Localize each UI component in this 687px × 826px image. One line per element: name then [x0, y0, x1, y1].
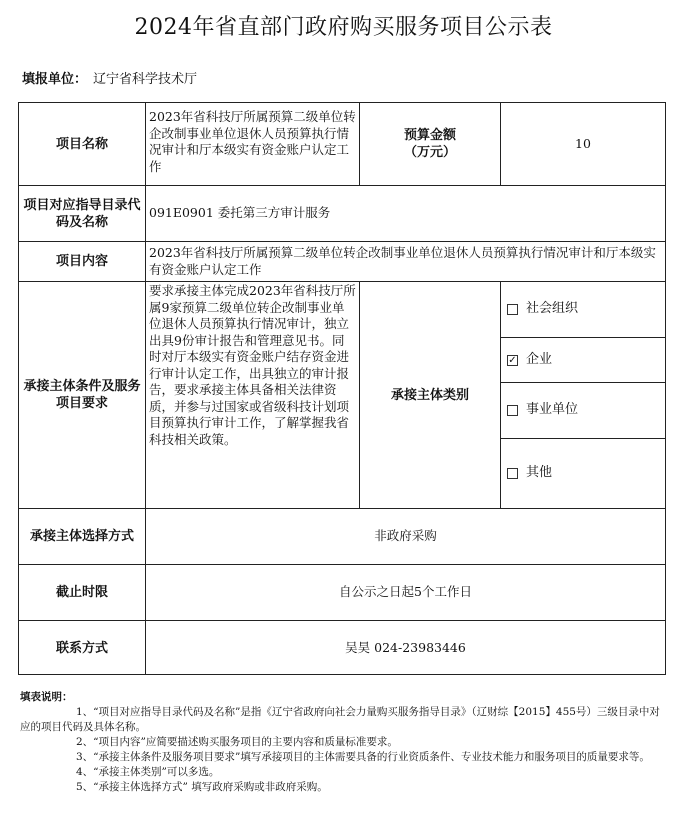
requirements-label: 承接主体条件及服务项目要求 [23, 379, 141, 411]
budget-label [360, 103, 500, 185]
content-label: 项目内容 [55, 254, 108, 269]
form-notes [20, 690, 670, 795]
note-item: 4、“承接主体类别”可以多选。 [76, 766, 220, 778]
option-label: 其他 [526, 465, 553, 481]
notes-header: 填表说明： [20, 691, 73, 703]
checkbox-icon[interactable] [507, 304, 518, 315]
note-item: 2、“项目内容”应简要描述购买服务项目的主要内容和质量标准要求。 [76, 736, 398, 748]
checkbox-icon[interactable] [507, 405, 518, 416]
deadline-label: 截止时限 [55, 585, 108, 600]
checked-checkbox-icon[interactable]: ✓ [508, 354, 517, 366]
contact-value: 吴昊 024-23983446 [345, 639, 466, 655]
checkbox-icon[interactable] [507, 468, 518, 479]
reporting-unit-label: 填报单位： [22, 72, 88, 87]
note-item: 1、“项目对应指导目录代码及名称”是指《辽宁省政府向社会力量购买服务指导目录》（辽财综【2015】455号）三级目录中对应的项目代码及具体名称。 [20, 706, 660, 733]
method-value: 非政府采购 [374, 528, 437, 544]
budget-value: 10 [575, 135, 591, 151]
reporting-unit [22, 68, 197, 87]
disclosure-table [18, 102, 666, 675]
content-value: 2023年省科技厅所属预算二级单位转企改制事业单位退休人员预算执行情况审计和厅本级实有资金账户认定工作 [149, 245, 656, 277]
option-enterprise[interactable] [501, 338, 665, 382]
option-public-institution[interactable] [501, 383, 665, 438]
budget-label-line2: （万元） [403, 145, 456, 160]
method-label: 承接主体选择方式 [29, 529, 134, 544]
note-item: 3、“承接主体条件及服务项目要求”填写承接项目的主体需要具备的行业资质条件、专业技术能力和服务项目的质量要求等。 [76, 751, 650, 763]
option-label: 社会组织 [526, 301, 579, 317]
option-other[interactable] [501, 439, 665, 508]
subject-type-label: 承接主体类别 [390, 387, 469, 403]
project-name-value: 2023年省科技厅所属预算二级单位转企改制事业单位退休人员预算执行情况审计和厅本级实有资金账户认定工作 [149, 109, 356, 174]
option-social-org[interactable] [501, 282, 665, 337]
budget-label-line1: 预算金额 [403, 128, 456, 143]
option-label: 事业单位 [526, 402, 579, 418]
deadline-value: 自公示之日起5个工作日 [339, 584, 472, 600]
page-title: 2024年省直部门政府购买服务项目公示表 [134, 15, 553, 40]
project-name-label: 项目名称 [55, 136, 108, 152]
contact-label: 联系方式 [55, 640, 108, 656]
note-item: 5、“承接主体选择方式” 填写政府采购或非政府采购。 [76, 781, 328, 793]
requirements-value: 要求承接主体完成2023年省科技厅所属9家预算二级单位转企改制事业单位退休人员预算执行情况审计，独立出具9份审计报告和管理意见书。同时对厅本级实有资金账户结存资金进行审计认定工作，出具独立的审计报告，要求承接主体具备相关法律资质，并参与过国家或省级科技计划项目预算执行审计工作，了解掌握我省科技相关政策。 [149, 283, 356, 447]
reporting-unit-value: 辽宁省科学技术厅 [93, 72, 198, 87]
catalog-label: 项目对应指导目录代码及名称 [23, 197, 141, 230]
catalog-value: 091E0901 委托第三方审计服务 [149, 205, 331, 221]
option-label: 企业 [526, 351, 553, 367]
